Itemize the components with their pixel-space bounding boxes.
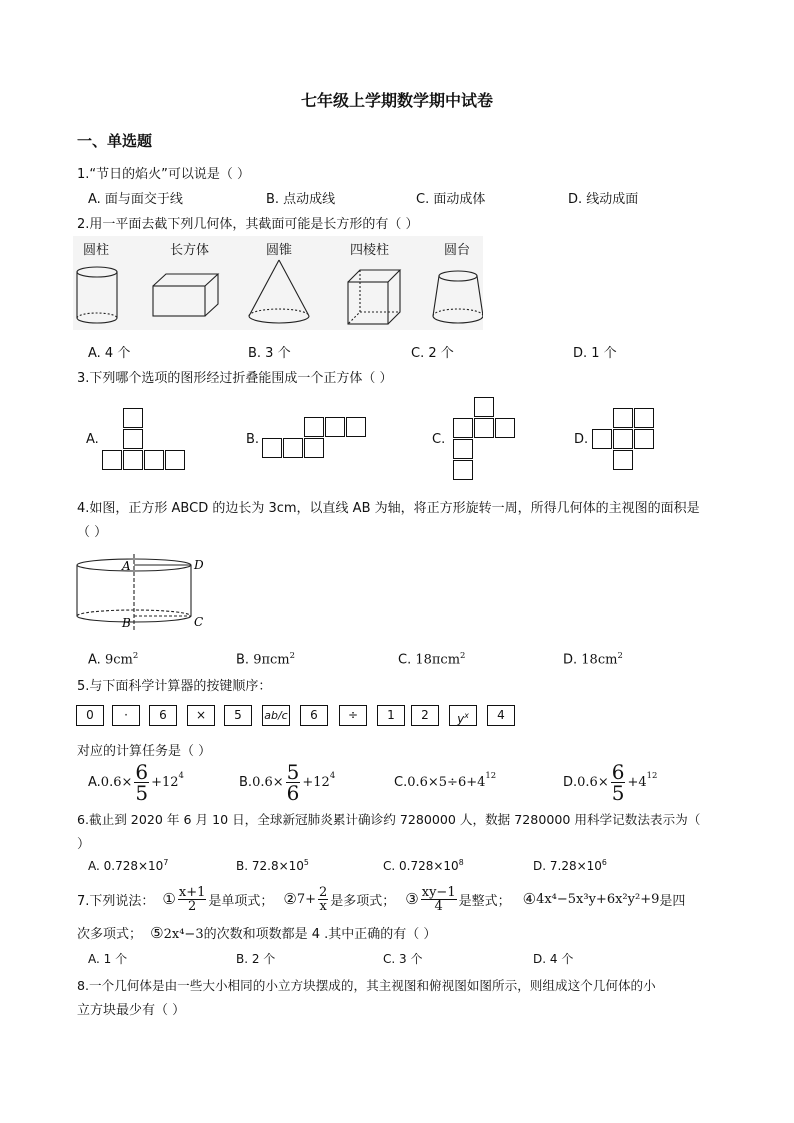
- shape-label-cuboid: 长方体: [170, 243, 210, 258]
- label-b: B: [122, 616, 131, 630]
- question-1-stem: 1.“节日的焰火”可以说是（ ）: [77, 167, 251, 182]
- shape-label-prism: 四棱柱: [350, 243, 390, 258]
- q3-option-b[interactable]: B.: [246, 432, 260, 447]
- q2-option-c[interactable]: C. 2 个: [411, 346, 454, 361]
- question-6-stem: 6.截止到 2020 年 6 月 10 日，全球新冠肺炎累计确诊约 7280000 人，数据 7280000 用科学记数法表示为（: [77, 812, 701, 827]
- cone-icon: [249, 260, 309, 323]
- question-3-stem: 3.下列哪个选项的图形经过折叠能围成一个正方体（ ）: [77, 371, 393, 386]
- calc-key-6b: 6: [300, 705, 328, 726]
- calc-key-1: 1: [377, 705, 405, 726]
- cuboid-icon: [153, 274, 218, 316]
- cylinder-icon: [77, 267, 117, 323]
- q5-option-c[interactable]: C. 0.6×5÷6+4 $^{12}$: [394, 770, 497, 790]
- q2-option-a[interactable]: A. 4 个: [88, 346, 131, 361]
- q4-option-a[interactable]: A. $9cm^2$: [88, 650, 139, 668]
- q1-option-b[interactable]: B. 点动成线: [266, 192, 336, 207]
- q1-option-c[interactable]: C. 面动成体: [416, 192, 486, 207]
- q7-option-c[interactable]: C. 3 个: [383, 952, 423, 966]
- question-8-stem-cont: 立方块最少有（ ）: [77, 1003, 186, 1018]
- q2-option-b[interactable]: B. 3 个: [248, 346, 291, 361]
- q4-option-b[interactable]: B. 9πcm$^2$: [236, 650, 295, 668]
- q7-option-d[interactable]: D. 4 个: [533, 952, 574, 966]
- q3-option-d[interactable]: D.: [574, 432, 589, 447]
- question-6-stem-cont: ）: [77, 837, 91, 852]
- question-4-stem-cont: （ ）: [77, 525, 108, 540]
- q6-option-c[interactable]: C. $0.728\times 10^8$: [383, 858, 464, 873]
- question-5-stem: 5.与下面科学计算器的按键顺序：: [77, 679, 272, 694]
- solids-drawing: [73, 236, 483, 330]
- calc-key-divide: ÷: [339, 705, 367, 726]
- shape-label-frustum: 圆台: [444, 243, 471, 258]
- question-7-line-2: 次多项式； ⑤2x⁴−3的次数和项数都是 4 .其中正确的有（ ）: [77, 924, 437, 942]
- q5-option-b[interactable]: B. 0.6× $\frac{5}{6}$ +12 $^4$: [239, 759, 336, 805]
- q3-option-a[interactable]: A.: [86, 432, 99, 447]
- calc-key-4: 4: [487, 705, 515, 726]
- calc-key-6: 6: [149, 705, 177, 726]
- label-d: D: [194, 558, 204, 572]
- calc-key-2: 2: [411, 705, 439, 726]
- q5-option-a[interactable]: A. 0.6× $\frac{6}{5}$ +12 $^4$: [88, 759, 184, 805]
- calc-key-0: 0: [76, 705, 104, 726]
- q6-option-b[interactable]: B. $72.8\times 10^5$: [236, 858, 309, 873]
- calc-key-power: $y^x$: [449, 705, 477, 726]
- question-5-stem-2: 对应的计算任务是（ ）: [77, 744, 212, 759]
- prism-icon: [348, 270, 400, 324]
- question-2-stem: 2.用一平面去截下列几何体，其截面可能是长方形的有（ ）: [77, 217, 419, 232]
- calc-key-fraction: ab/c: [262, 705, 290, 726]
- q3-option-c[interactable]: C.: [432, 432, 446, 447]
- rotated-cylinder-figure: [70, 552, 220, 634]
- q6-option-d[interactable]: D. $7.28\times 10^6$: [533, 858, 607, 873]
- label-a: A: [122, 559, 131, 573]
- calc-key-5: 5: [224, 705, 252, 726]
- calc-key-dot: ·: [112, 705, 140, 726]
- q7-option-a[interactable]: A. 1 个: [88, 952, 128, 966]
- section-heading: 一、单选题: [77, 132, 153, 150]
- question-7-line-1: 7.下列说法： ① $\frac{x+1}{2}$ 是单项式； ② 7+ $\frac{2}{x}$ 是多项式； ③ $\frac{xy-1}{4}$ 是整式； ④ 4x⁴−5x³y+6x²y²+9 是四: [77, 884, 686, 914]
- q4-option-c[interactable]: C. 18πcm$^2$: [398, 650, 466, 668]
- q1-option-a[interactable]: A. 面与面交于线: [88, 192, 183, 207]
- q5-option-d[interactable]: D. 0.6× $\frac{6}{5}$ +4 $^{12}$: [563, 759, 658, 805]
- q1-option-d[interactable]: D. 线动成面: [568, 192, 639, 207]
- question-4-stem: 4.如图，正方形 ABCD 的边长为 3cm，以直线 AB 为轴，将正方形旋转一周，所得几何体的主视图的面积是: [77, 501, 700, 516]
- calc-key-times: ×: [187, 705, 215, 726]
- q7-option-b[interactable]: B. 2 个: [236, 952, 276, 966]
- q4-option-d[interactable]: D. $18cm^2$: [563, 650, 623, 668]
- question-8-stem: 8.一个几何体是由一些大小相同的小立方块摆成的，其主视图和俯视图如图所示，则组成这个几何体的小: [77, 978, 656, 993]
- q2-option-d[interactable]: D. 1 个: [573, 346, 617, 361]
- solids-figure: [73, 236, 483, 330]
- shape-label-cylinder: 圆柱: [83, 243, 110, 258]
- frustum-icon: [433, 271, 483, 323]
- label-c: C: [194, 615, 204, 629]
- q6-option-a[interactable]: A. $0.728\times 10^7$: [88, 858, 169, 873]
- shape-label-cone: 圆锥: [266, 243, 293, 258]
- page-title: 七年级上学期数学期中试卷: [300, 91, 493, 110]
